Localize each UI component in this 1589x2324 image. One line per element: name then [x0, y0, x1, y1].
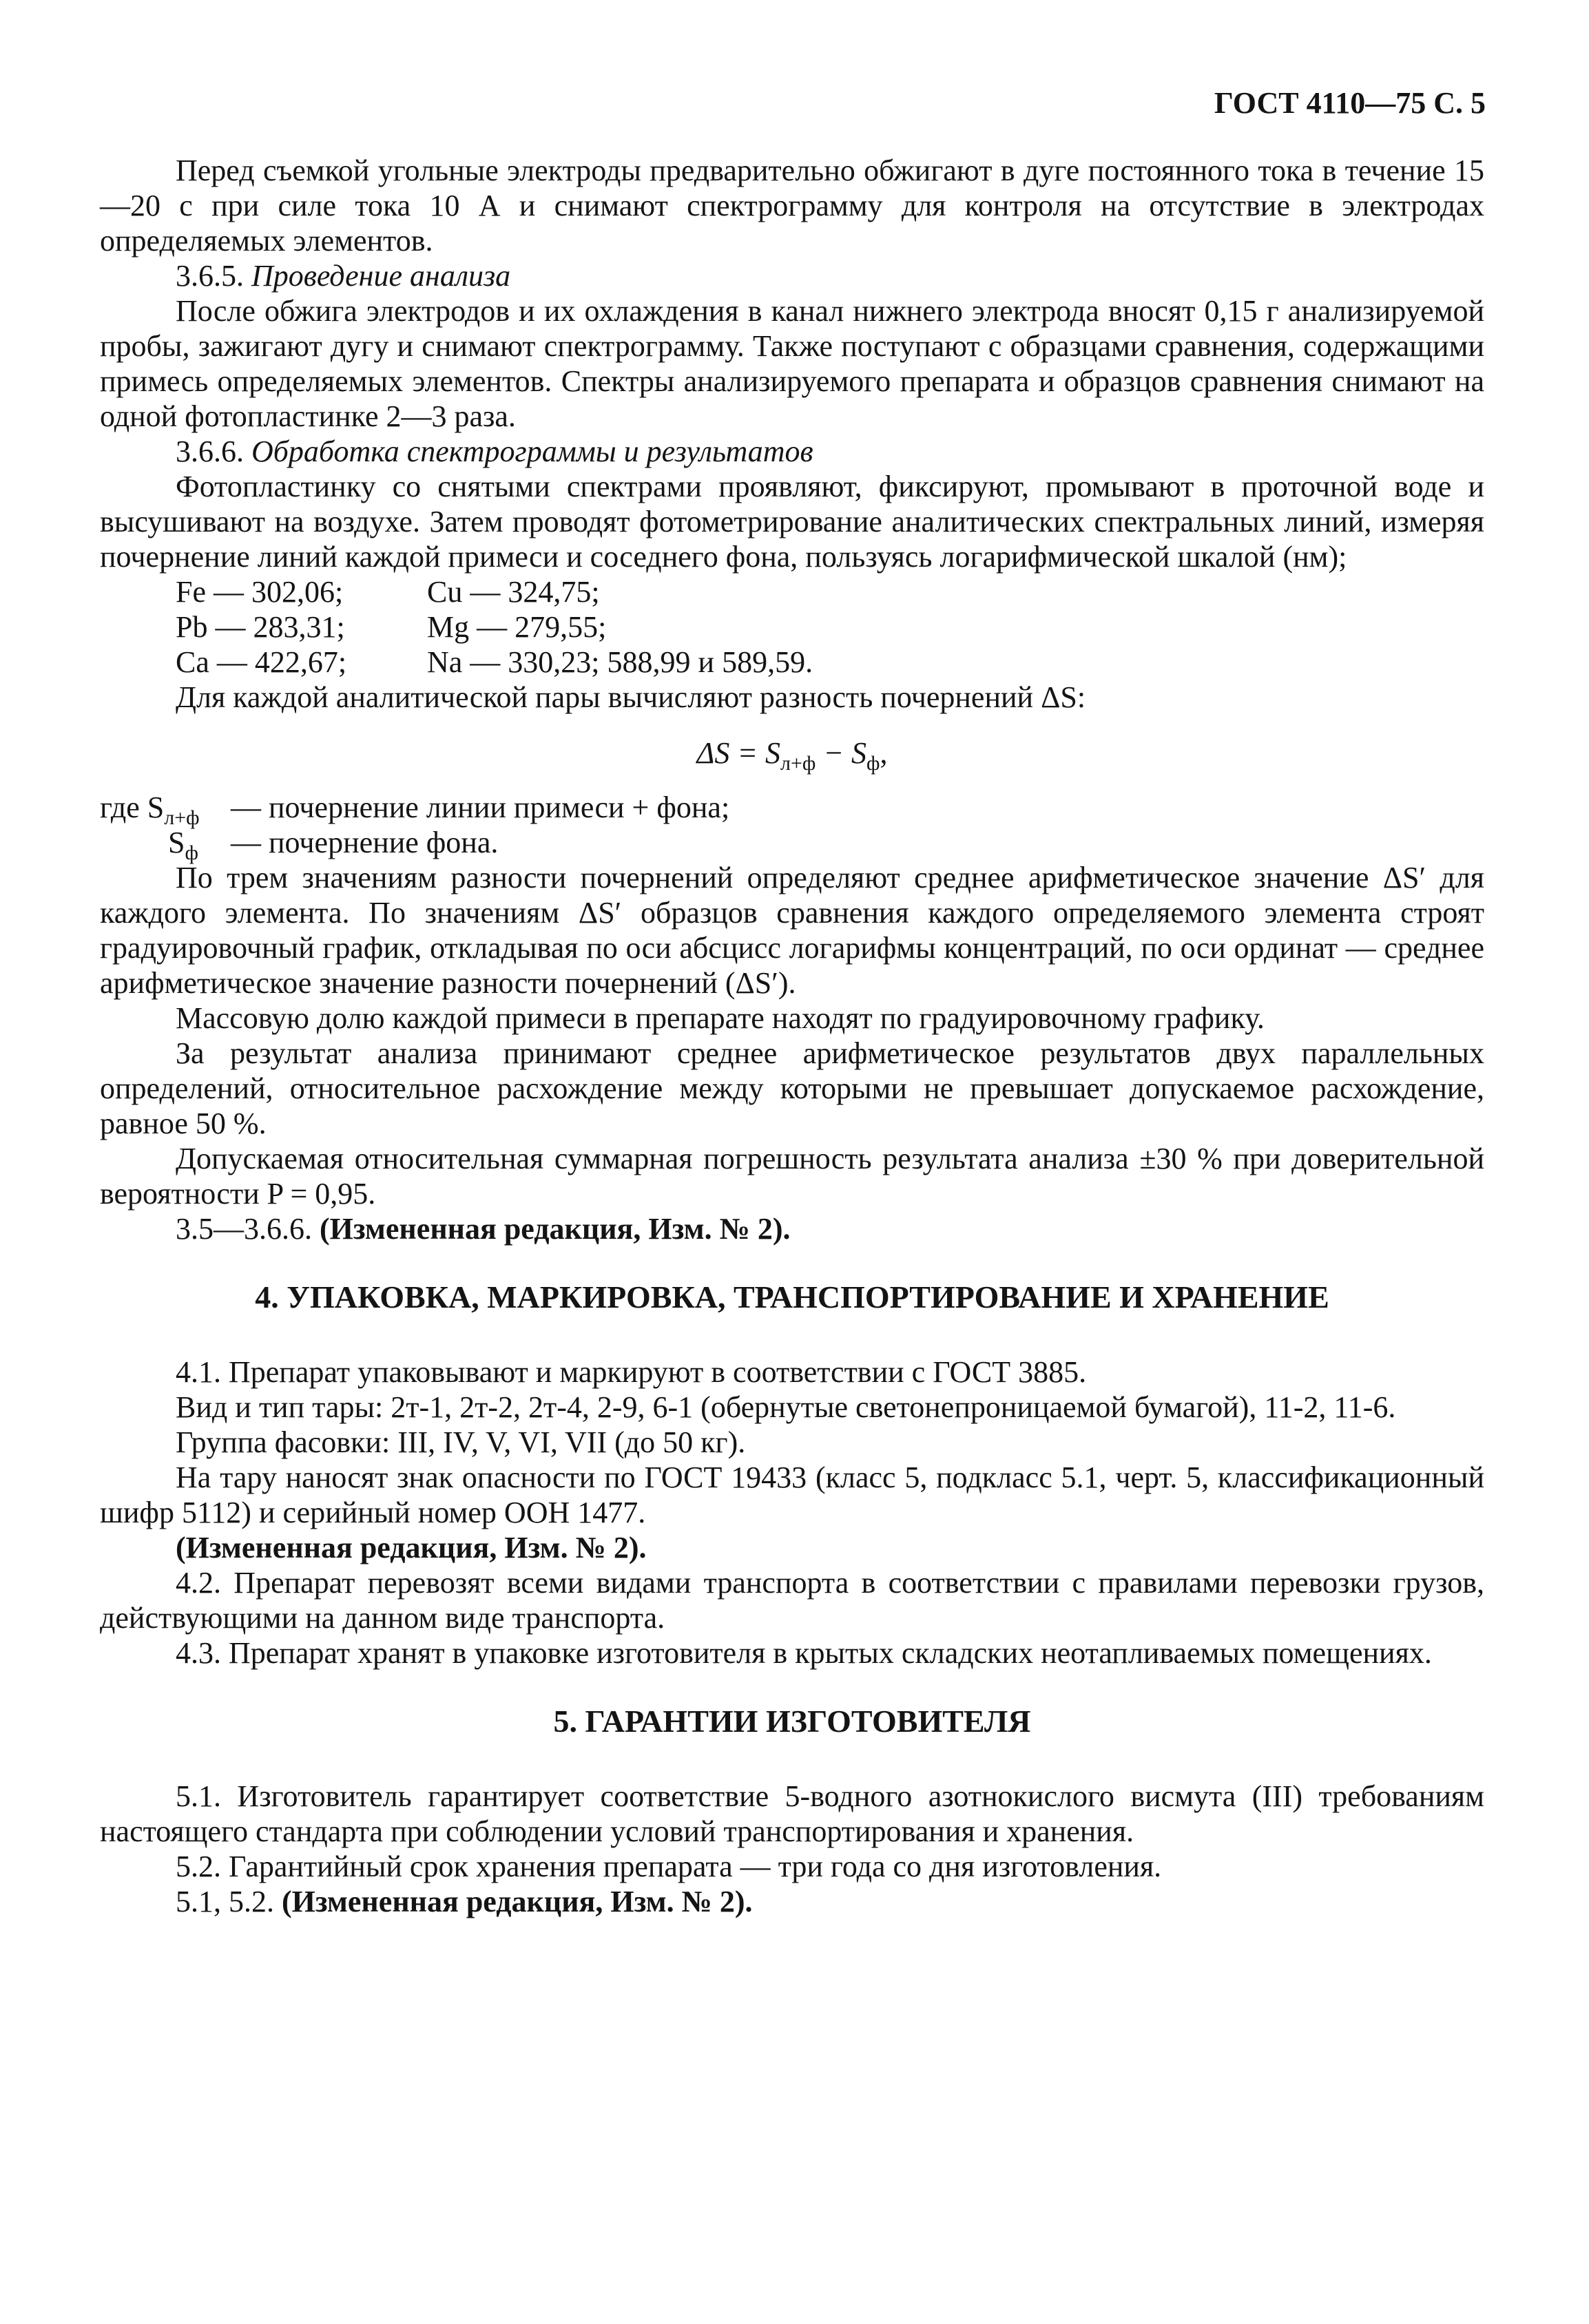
spectral-lines-row [176, 574, 1484, 609]
section-4-heading: 4. УПАКОВКА, МАРКИРОВКА, ТРАНСПОРТИРОВАНИЕ И ХРАНЕНИЕ [255, 1279, 1329, 1315]
definition-symbol [100, 825, 231, 864]
definition-text: — почернение линии примеси + фона; [231, 791, 730, 824]
section-3-6-5-text: После обжига электродов и их охлаждения в канал нижнего электрода вносят 0,15 г анализируемой пробы, зажигают дугу и снимают спектрограмму. Также поступают с образцами сравнения, содержащими примесь определяемых элементов. Спектры анализируемого препарата и образцов сравнения снимают на одной фотопластинке 2—3 раза. [100, 294, 1484, 433]
mean-value-paragraph: По трем значениям разности почернений определяют среднее арифметическое значение ΔS′ для каждого элемента. По значениям ΔS′ образцов сравнения каждого определяемого элемента строят градуировочный график, откладывая по оси абсцисс логарифмы концентраций, по оси ординат — среднее арифметическое значение разности почернений (ΔS′). [100, 861, 1484, 1000]
mass-fraction-paragraph: Массовую долю каждой примеси в препарате находят по градуировочному графику. [176, 1001, 1265, 1035]
section-title: Обработка спектрограммы и результатов [251, 435, 813, 468]
difference-paragraph: Для каждой аналитической пары вычисляют разность почернений ΔS: [176, 680, 1086, 714]
amendment-note [100, 1884, 1484, 1919]
definition-subscript: ф [185, 841, 198, 864]
definition-symbol [100, 790, 231, 829]
error-paragraph: Допускаемая относительная суммарная погрешность результата анализа ±30 % при доверительной вероятности P = 0,95. [100, 1142, 1484, 1211]
hazard-sign-paragraph: На тару наносят знак опасности по ГОСТ 19433 (класс 5, подкласс 5.1, черт. 5, классификационный шифр 5112) и серийный номер ООН 1477. [100, 1461, 1484, 1529]
formula-mid: − S [816, 736, 867, 770]
definition-subscript: л+ф [164, 806, 200, 829]
paragraph-5-1: 5.1. Изготовитель гарантирует соответствие 5-водного азотнокислого висмута (III) требованиям настоящего стандарта при соблюдении условий транспортирования и хранения. [100, 1779, 1484, 1848]
section-5-heading: 5. ГАРАНТИИ ИЗГОТОВИТЕЛЯ [553, 1704, 1031, 1739]
formula-subscript: л+ф [780, 752, 816, 775]
paragraph-4-3: 4.3. Препарат хранят в упаковке изготовителя в крытых складских неотапливаемых помещениях. [176, 1636, 1432, 1670]
amendment-text: (Измененная редакция, Изм. № 2). [282, 1885, 753, 1918]
blackening-formula [100, 735, 1484, 775]
amendment-number: 3.5—3.6.6. [176, 1212, 312, 1246]
section-3-6-5-heading [100, 258, 1484, 293]
intro-paragraph: Перед съемкой угольные электроды предварительно обжигают в дуге постоянного тока в течение 15—20 с при силе тока 10 А и снимают спектрограмму для контроля на отсутствие в электродах определяемых элементов. [100, 154, 1484, 258]
definition-symbol-letter: S [168, 826, 185, 859]
section-number: 3.6.5. [176, 259, 244, 293]
paragraph-4-1: 4.1. Препарат упаковывают и маркируют в соответствии с ГОСТ 3885. [176, 1355, 1087, 1389]
spectral-line: Ca — 422,67; [176, 645, 347, 679]
tare-paragraph: Вид и тип тары: 2т-1, 2т-2, 2т-4, 2-9, 6-1 (обернутые светонепроницаемой бумагой), 11-2, 11-6. [176, 1390, 1396, 1424]
spectral-line: Mg — 279,55; [427, 610, 607, 644]
section-title: Проведение анализа [251, 259, 511, 293]
formula-end: , [880, 736, 888, 770]
formula-definition [100, 790, 1484, 829]
formula-definition [100, 825, 1484, 864]
section-3-6-6-text: Фотопластинку со снятыми спектрами проявляют, фиксируют, промывают в проточной воде и высушивают на воздухе. Затем проводят фотометрирование аналитических спектральных линий, измеряя почернение линий каждой примеси и соседнего фона, пользуясь логарифмической шкалой (нм); [100, 470, 1484, 574]
amendment-number: 5.1, 5.2. [176, 1885, 274, 1918]
section-3-6-6-heading [100, 434, 1484, 469]
spectral-lines-row [176, 609, 1484, 645]
packing-group-paragraph: Группа фасовки: III, IV, V, VI, VII (до 50 кг). [176, 1425, 746, 1459]
spectral-line: Na — 330,23; 588,99 и 589,59. [427, 645, 813, 679]
paragraph-4-2: 4.2. Препарат перевозят всеми видами транспорта в соответствии с правилами перевозки грузов, действующими на данном виде транспорта. [100, 1566, 1484, 1635]
page-header: ГОСТ 4110—75 С. 5 [1214, 86, 1486, 120]
paragraph-5-2: 5.2. Гарантийный срок хранения препарата — три года со дня изготовления. [176, 1850, 1162, 1883]
spectral-line: Pb — 283,31; [176, 610, 345, 644]
definition-text: — почернение фона. [231, 826, 499, 859]
amendment-note: (Измененная редакция, Изм. № 2). [176, 1531, 647, 1564]
spectral-lines-list [176, 574, 1484, 680]
spectral-lines-row [176, 645, 1484, 680]
amendment-text: (Измененная редакция, Изм. № 2). [320, 1212, 791, 1246]
section-number: 3.6.6. [176, 435, 244, 468]
spectral-line: Fe — 302,06; [176, 575, 344, 609]
where-word: где S [100, 791, 165, 824]
spectral-line: Cu — 324,75; [427, 575, 600, 609]
amendment-note [100, 1211, 1484, 1246]
page-content [100, 153, 1484, 1919]
formula-lhs: ΔS = S [696, 736, 781, 770]
formula-subscript: ф [866, 752, 880, 775]
result-paragraph: За результат анализа принимают среднее арифметическое результатов двух параллельных определений, относительное расхождение между которыми не превышает допускаемое расхождение, равное 50 %. [100, 1036, 1484, 1140]
